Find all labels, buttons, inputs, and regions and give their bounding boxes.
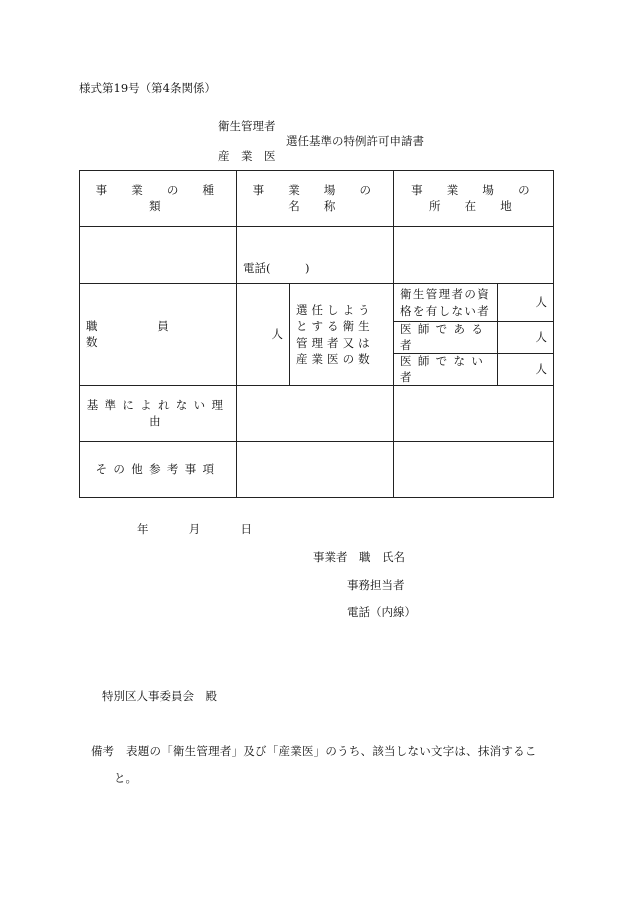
non-physician-count-field[interactable]	[498, 354, 554, 386]
staff-count-label: 職 員 数	[80, 284, 237, 386]
physician-label: 医師である者	[394, 322, 498, 354]
physician-unit: 人	[535, 329, 548, 344]
other-row	[80, 442, 554, 498]
title-role-industrial-physician: 産 業 医	[218, 149, 276, 163]
reason-row	[80, 386, 554, 442]
reason-field-left[interactable]	[237, 386, 394, 442]
other-field-left[interactable]	[237, 442, 394, 498]
staff-count-field[interactable]	[237, 284, 290, 386]
non-qualified-unit: 人	[535, 294, 548, 309]
non-qualified-label: 衛生管理者の資格を有しない者	[394, 284, 498, 322]
non-qualified-count-field[interactable]	[498, 284, 554, 322]
date-line: 年 月 日	[137, 522, 258, 536]
workplace-input-row	[80, 227, 554, 284]
staff-count-unit: 人	[271, 326, 283, 341]
title-role-hygiene-manager: 衛生管理者	[218, 119, 276, 133]
staff-row-1	[80, 284, 554, 322]
application-form-table	[79, 170, 554, 498]
other-label: その他参考事項	[80, 442, 237, 498]
employer-title-name: 事業者 職 氏名	[313, 550, 405, 564]
header-row	[80, 171, 554, 227]
clerk-in-charge: 事務担当者	[347, 578, 405, 592]
business-type-header: 事 業 の 種 類	[80, 171, 237, 227]
reason-field-right[interactable]	[394, 386, 554, 442]
note-text-line1: 表題の「衛生管理者」及び「産業医」のうち、該当しない文字は、抹消するこ	[126, 744, 537, 758]
business-type-field[interactable]	[80, 227, 237, 284]
reason-label: 基準によれない理由	[80, 386, 237, 442]
workplace-address-header: 事 業 場 の 所 在 地	[394, 171, 554, 227]
other-field-right[interactable]	[394, 442, 554, 498]
form-number: 様式第19号（第4条関係）	[79, 81, 216, 95]
addressee: 特別区人事委員会 殿	[102, 689, 217, 703]
document-title: 選任基準の特例許可申請書	[286, 134, 424, 148]
non-physician-unit: 人	[535, 361, 548, 376]
workplace-address-field[interactable]	[394, 227, 554, 284]
note-label: 備考	[91, 744, 114, 758]
non-physician-label: 医師でない者	[394, 354, 498, 386]
phone-extension: 電話（内線）	[347, 605, 416, 619]
note-text-line2: と。	[114, 771, 137, 785]
workplace-name-field[interactable]	[237, 227, 394, 284]
phone-label: 電話( )	[243, 261, 310, 276]
physician-count-field[interactable]	[498, 322, 554, 354]
appointee-count-label: 選任しようとする衛生管理者又は産業医の数	[290, 284, 394, 386]
workplace-name-header: 事 業 場 の 名 称	[237, 171, 394, 227]
